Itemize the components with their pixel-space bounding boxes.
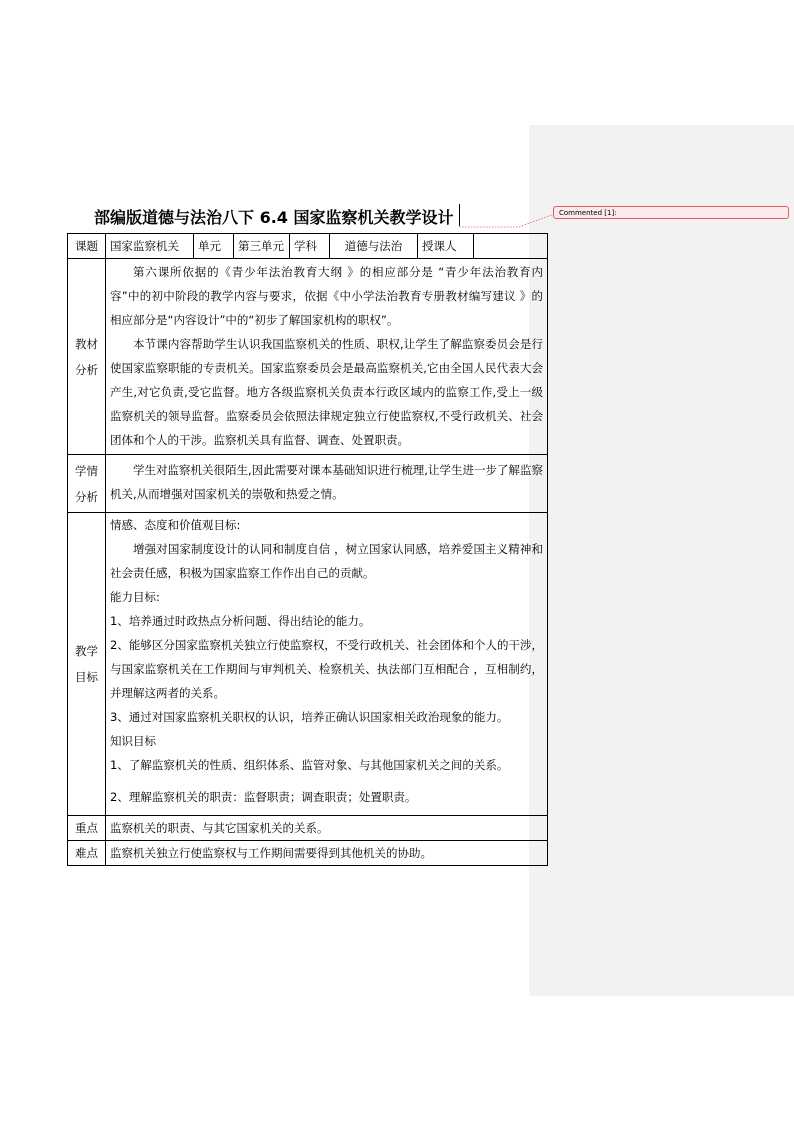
emotion-heading: 情感、态度和价值观目标:	[110, 518, 241, 532]
difficulty-label: 难点	[68, 841, 106, 866]
subject-value[interactable]: 道德与法治	[330, 234, 418, 259]
key-point-row	[68, 816, 548, 841]
objectives-content[interactable]	[106, 513, 548, 816]
key-point-content[interactable]: 监察机关的职责、与其它国家机关的关系。	[106, 816, 548, 841]
teacher-value[interactable]	[474, 234, 548, 259]
objectives-row	[68, 513, 548, 816]
course-label: 课题	[68, 234, 106, 259]
unit-value[interactable]: 第三单元	[234, 234, 290, 259]
material-paragraph: 本节课内容帮助学生认识我国监察机关的性质、职权,让学生了解监察委员会是行使国家监察职能的专责机关。国家监察委员会是最高监察机关,它由全国人民代表大会产生,对它负责,受它监督。地方各级监察机关负责本行政区域内的监察工作,受上一级监察机关的领导监督。监察委员会依照法律规定独立行使监察权,不受行政机关、社会团体和个人的干涉。监察机关具有监督、调查、处置职责。	[110, 337, 543, 447]
subject-label: 学科	[290, 234, 330, 259]
comment-balloon[interactable]	[553, 206, 789, 219]
document-title: 部编版道德与法治八下 6.4 国家监察机关教学设计	[94, 208, 454, 227]
spacer	[110, 777, 543, 785]
material-analysis-content[interactable]	[106, 259, 548, 455]
material-analysis-label: 教材 分析	[68, 259, 106, 455]
text-cursor	[459, 204, 460, 226]
lesson-plan-table	[67, 233, 548, 866]
student-analysis-label: 学情 分析	[68, 455, 106, 513]
material-analysis-row	[68, 259, 548, 455]
comment-pane	[529, 125, 794, 996]
course-value[interactable]: 国家监察机关	[106, 234, 194, 259]
unit-label: 单元	[194, 234, 234, 259]
difficulty-row	[68, 841, 548, 866]
student-analysis-text: 学生对监察机关很陌生,因此需要对课本基础知识进行梳理,让学生进一步了解监察机关,从而增强对国家机关的崇敬和热爱之情。	[110, 463, 543, 501]
teacher-label: 授课人	[418, 234, 474, 259]
student-analysis-content[interactable]	[106, 455, 548, 513]
comment-label: Commented [1]:	[559, 209, 617, 217]
difficulty-content[interactable]: 监察机关独立行使监察权与工作期间需要得到其他机关的协助。	[106, 841, 548, 866]
comment-connector-line	[459, 212, 554, 228]
key-point-label: 重点	[68, 816, 106, 841]
knowledge-item: 1、了解监察机关的性质、组织体系、监管对象、与其他国家机关之间的关系。	[110, 758, 509, 772]
ability-item: 2、能够区分国家监察机关独立行使监察权，不受行政机关、社会团体和个人的干涉，与国家监察机关在工作期间与审判机关、检察机关、执法部门互相配合 ，互相制约，并理解这两者的关系。	[110, 638, 543, 700]
ability-heading: 能力目标:	[110, 590, 160, 604]
ability-item: 1、培养通过时政热点分析问题、得出结论的能力。	[110, 614, 371, 628]
knowledge-heading: 知识目标	[110, 734, 156, 748]
material-paragraph: 第六课所依据的《青少年法治教育大纲 》的相应部分是 “青少年法治教育内容”中的初中阶段的教学内容与要求，依据《中小学法治教育专册教材编写建议 》的相应部分是“内容设计”中的“初步了解国家机构的职权”。	[110, 265, 543, 327]
student-analysis-row	[68, 455, 548, 513]
ability-item: 3、通过对国家监察机关职权的认识，培养正确认识国家相关政治现象的能力。	[110, 710, 509, 724]
header-row	[68, 234, 548, 259]
emotion-text: 增强对国家制度设计的认同和制度自信 ，树立国家认同感，培养爱国主义精神和社会责任感，积极为国家监察工作作出自己的贡献。	[110, 542, 543, 580]
objectives-label: 教学 目标	[68, 513, 106, 816]
knowledge-item: 2、理解监察机关的职责：监督职责；调查职责；处置职责。	[110, 790, 417, 804]
